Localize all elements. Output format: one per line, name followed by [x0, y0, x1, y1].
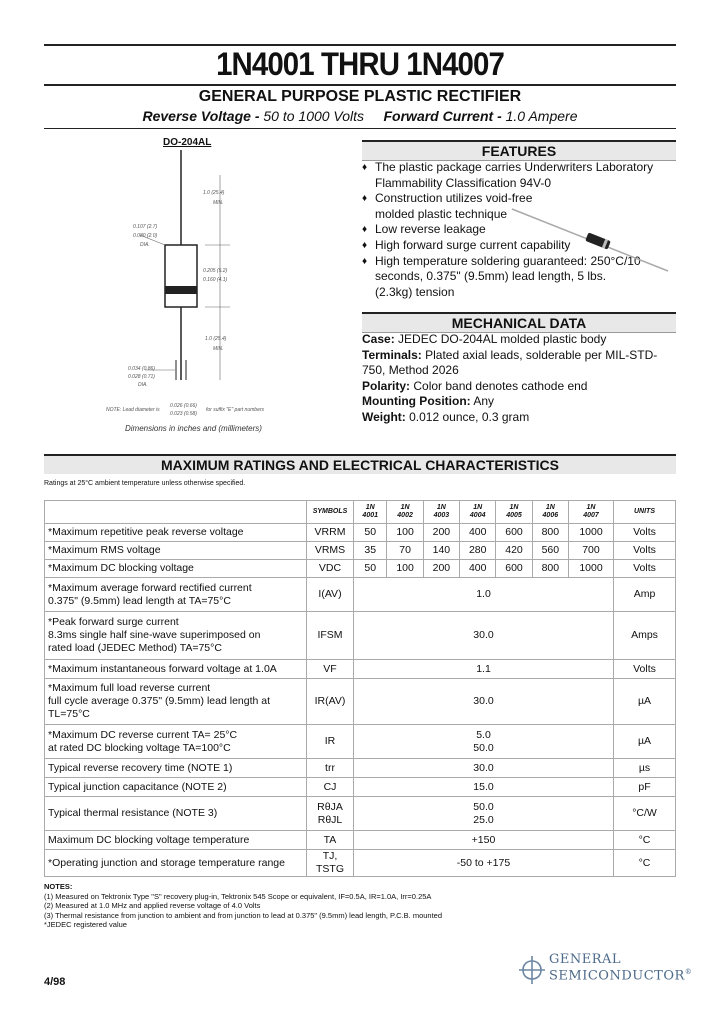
table-row — [45, 578, 676, 612]
ambient-note: Ratings at 25°C ambient temperature unless otherwise specified. — [44, 480, 246, 487]
mechanical-row — [362, 379, 676, 395]
header-blank — [45, 501, 307, 524]
dim-lead-length-2-note: MIN. — [213, 346, 224, 352]
param-symbol: VRRM — [307, 524, 354, 542]
param-value: 400 — [460, 524, 496, 542]
param-desc: *Maximum DC blocking voltage — [45, 560, 307, 578]
title-rule — [44, 84, 676, 86]
param-value: 100 — [387, 524, 423, 542]
dim-lead-dia-2: 0.028 (0.71) — [128, 374, 155, 380]
param-value: 50 — [354, 524, 387, 542]
param-value: 100 — [387, 560, 423, 578]
feature-text: Low reverse leakage — [375, 222, 486, 237]
mechanical-label: Mounting Position: — [362, 394, 471, 408]
dim-body-len-1: 0.205 (5.2) — [203, 268, 228, 274]
param-value: 15.0 — [354, 778, 614, 797]
table-row — [45, 850, 676, 877]
param-value: 420 — [496, 542, 532, 560]
page-subtitle: GENERAL PURPOSE PLASTIC RECTIFIER — [198, 88, 522, 105]
package-name: DO-204AL — [163, 137, 212, 148]
table-row — [45, 759, 676, 778]
param-unit: Volts — [614, 524, 676, 542]
param-desc: *Maximum repetitive peak reverse voltage — [45, 524, 307, 542]
param-unit: µA — [614, 679, 676, 725]
header-part-number: 1N 4001 — [354, 501, 387, 524]
dim-body-len-2: 0.160 (4.1) — [203, 277, 228, 283]
dim-body-dia-2: 0.080 (2.0) — [133, 233, 158, 239]
dim-note-v1: 0.026 (0.66) — [170, 403, 197, 409]
param-unit: Volts — [614, 560, 676, 578]
logo-registered-mark: ® — [684, 968, 693, 976]
param-value: -50 to +175 — [354, 850, 614, 877]
mechanical-row — [362, 394, 676, 410]
table-row — [45, 542, 676, 560]
mechanical-label: Case: — [362, 332, 395, 346]
param-value: +150 — [354, 831, 614, 850]
dim-body-dia-note: DIA. — [140, 242, 150, 248]
param-symbol: CJ — [307, 778, 354, 797]
param-value: 600 — [496, 524, 532, 542]
param-symbol: IFSM — [307, 612, 354, 660]
param-desc: *Maximum average forward rectified current 0.375" (9.5mm) lead length at TA=75°C — [45, 578, 307, 612]
bullet-icon: ♦ — [362, 224, 368, 236]
dim-lead-length-note: MIN. — [213, 200, 224, 206]
mechanical-value: Plated axial leads, solderable per MIL-STD-750, Method 2026 — [362, 347, 658, 377]
param-symbol: I(AV) — [307, 578, 354, 612]
dimensions-caption: Dimensions in inches and (millimeters) — [125, 424, 262, 433]
param-symbol: VF — [307, 660, 354, 679]
param-desc: *Operating junction and storage temperature range — [45, 850, 307, 877]
header-part-number: 1N 4006 — [532, 501, 568, 524]
param-value: 200 — [423, 524, 459, 542]
param-unit: µs — [614, 759, 676, 778]
subtitle-rule — [44, 128, 676, 129]
forward-current-label: Forward Current - — [383, 108, 502, 124]
param-desc: *Maximum full load reverse current full cycle average 0.375" (9.5mm) lead length at TL=75°C — [45, 679, 307, 725]
header-units: UNITS — [614, 501, 676, 524]
feature-text: High forward surge current capability — [375, 237, 571, 252]
logo-mark-icon — [517, 954, 547, 988]
mechanical-value: Any — [470, 394, 494, 408]
param-symbol: trr — [307, 759, 354, 778]
param-symbol: IR — [307, 725, 354, 759]
table-row — [45, 560, 676, 578]
header-part-number: 1N 4003 — [423, 501, 459, 524]
bullet-icon: ♦ — [362, 255, 368, 267]
param-desc: Typical reverse recovery time (NOTE 1) — [45, 759, 307, 778]
note-line: (2) Measured at 1.0 MHz and applied reverse voltage of 4.0 Volts — [44, 901, 261, 910]
param-value: 200 — [423, 560, 459, 578]
dim-note-end: for suffix "E" part numbers — [206, 407, 265, 413]
feature-item — [362, 160, 676, 191]
table-row — [45, 797, 676, 831]
logo-text-line1: GENERAL — [549, 952, 622, 967]
mechanical-row — [362, 348, 676, 379]
param-unit: °C — [614, 831, 676, 850]
param-desc: Typical thermal resistance (NOTE 3) — [45, 797, 307, 831]
param-value: 560 — [532, 542, 568, 560]
param-value: 1.0 — [354, 578, 614, 612]
param-value: 280 — [460, 542, 496, 560]
notes-heading: NOTES: — [44, 882, 73, 891]
feature-text: Construction utilizes void-free molded plastic technique — [375, 191, 533, 221]
diode-photo — [510, 205, 670, 275]
param-value: 1000 — [568, 524, 613, 542]
logo-text-line2-label: SEMICONDUCTOR — [549, 968, 685, 984]
param-unit: °C/W — [614, 797, 676, 831]
param-value: 800 — [532, 524, 568, 542]
param-symbol: TA — [307, 831, 354, 850]
param-symbol: TJ, TSTG — [307, 850, 354, 877]
param-value: 30.0 — [354, 679, 614, 725]
param-symbol: IR(AV) — [307, 679, 354, 725]
param-value: 800 — [532, 560, 568, 578]
param-symbol: RθJA RθJL — [307, 797, 354, 831]
param-desc: Maximum DC blocking voltage temperature — [45, 831, 307, 850]
header-part-number: 1N 4004 — [460, 501, 496, 524]
reverse-voltage-label: Reverse Voltage - — [142, 108, 260, 124]
param-value: 70 — [387, 542, 423, 560]
bullet-icon: ♦ — [362, 239, 368, 251]
table-row — [45, 778, 676, 797]
param-value: 50.0 25.0 — [354, 797, 614, 831]
param-unit: Amps — [614, 612, 676, 660]
dim-note-label: NOTE: Lead diameter is — [106, 407, 160, 413]
table-row — [45, 660, 676, 679]
mechanical-label: Terminals: — [362, 347, 422, 362]
header-symbols: SYMBOLS — [307, 501, 354, 524]
dim-lead-dia-note: DIA. — [138, 382, 148, 388]
param-desc: *Maximum RMS voltage — [45, 542, 307, 560]
dim-note-v2: 0.023 (0.58) — [170, 411, 197, 417]
param-unit: Amp — [614, 578, 676, 612]
dim-lead-length-2: 1.0 (25.4) — [205, 336, 227, 342]
forward-current-value: 1.0 Ampere — [505, 108, 578, 124]
logo-text-line2 — [549, 968, 692, 983]
param-value: 35 — [354, 542, 387, 560]
param-value: 600 — [496, 560, 532, 578]
features-heading: FEATURES — [362, 140, 676, 161]
table-row — [45, 524, 676, 542]
header-part-number: 1N 4005 — [496, 501, 532, 524]
param-value: 1.1 — [354, 660, 614, 679]
note-line: (3) Thermal resistance from junction to ambient and from junction to lead at 0.375" (9.5mm) lead length, P.C.B. mounted — [44, 910, 443, 920]
mechanical-value: JEDEC DO-204AL molded plastic body — [394, 332, 607, 346]
company-logo — [517, 950, 693, 990]
mechanical-value: Color band denotes cathode end — [410, 378, 588, 393]
mechanical-label: Polarity: — [362, 378, 411, 393]
bullet-icon: ♦ — [362, 193, 368, 205]
mechanical-data — [362, 332, 676, 425]
param-value: 1000 — [568, 560, 613, 578]
table-row — [45, 831, 676, 850]
param-value: 700 — [568, 542, 613, 560]
feature-text: The plastic package carries Underwriters Laboratory Flammability Classification 94V-0 — [375, 160, 654, 190]
param-unit: Volts — [614, 542, 676, 560]
reverse-voltage-value: 50 to 1000 Volts — [263, 108, 365, 124]
param-value: 400 — [460, 560, 496, 578]
mechanical-label: Weight: — [362, 409, 406, 424]
ratings-heading: MAXIMUM RATINGS AND ELECTRICAL CHARACTERISTICS — [44, 454, 676, 474]
param-unit: pF — [614, 778, 676, 797]
dim-lead-dia-1: 0.034 (0.86) — [128, 366, 155, 372]
bullet-icon: ♦ — [362, 162, 368, 173]
mechanical-row — [362, 332, 676, 348]
dim-lead-length: 1.0 (25.4) — [203, 190, 225, 196]
dim-body-dia-1: 0.107 (2.7) — [133, 224, 158, 230]
package-outline-drawing — [95, 150, 355, 435]
param-desc: *Peak forward surge current 8.3ms single half sine-wave superimposed on rated load (JEDEC Method) TA=75°C — [45, 612, 307, 660]
param-symbol: VRMS — [307, 542, 354, 560]
param-value: 50 — [354, 560, 387, 578]
header-part-number: 1N 4007 — [568, 501, 613, 524]
note-line: (1) Measured on Tektronix Type "S" recovery plug-in, Tektronix 545 Scope or equivalent, IF=0.5A, IR=1.0A, Irr=0.25A — [44, 891, 432, 901]
param-unit: °C — [614, 850, 676, 877]
notes — [44, 882, 676, 930]
mechanical-row — [362, 410, 676, 426]
param-value: 5.0 50.0 — [354, 725, 614, 759]
ratings-table — [44, 500, 676, 877]
header-part-number: 1N 4002 — [387, 501, 423, 524]
param-desc: *Maximum DC reverse current TA= 25°C at rated DC blocking voltage TA=100°C — [45, 725, 307, 759]
table-header-row — [45, 501, 676, 524]
revision-date: 4/98 — [44, 976, 66, 988]
param-desc: *Maximum instantaneous forward voltage at 1.0A — [45, 660, 307, 679]
param-symbol: VDC — [307, 560, 354, 578]
ratings-summary — [0, 108, 720, 124]
param-unit: Volts — [614, 660, 676, 679]
param-value: 140 — [423, 542, 459, 560]
param-value: 30.0 — [354, 759, 614, 778]
param-desc: Typical junction capacitance (NOTE 2) — [45, 778, 307, 797]
table-row — [45, 679, 676, 725]
table-row — [45, 612, 676, 660]
feature-text: High temperature soldering guaranteed: 250°C/10 seconds, 0.375" (9.5mm) lead length, 5 lbs. (2.3kg) tension — [375, 253, 641, 299]
table-row — [45, 725, 676, 759]
note-line: *JEDEC registered value — [44, 920, 127, 929]
mechanical-heading: MECHANICAL DATA — [362, 312, 676, 333]
mechanical-value: 0.012 ounce, 0.3 gram — [405, 409, 530, 424]
param-value: 30.0 — [354, 612, 614, 660]
page-title: 1N4001 THRU 1N4007 — [216, 46, 504, 82]
param-unit: µA — [614, 725, 676, 759]
